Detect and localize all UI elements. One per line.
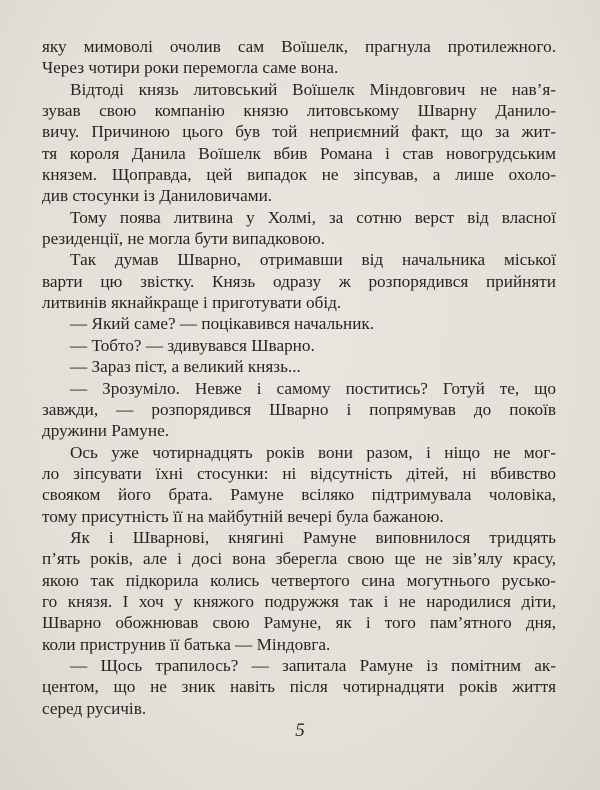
text-line: яку мимоволі очолив сам Воїшелк, прагнула протилежного. <box>42 37 556 56</box>
text-line: зував свою компанію князю литовському Шварну Данило- <box>42 101 556 121</box>
text-line: вичу. Причиною цього був той неприємний факт, що за жит- <box>42 122 556 142</box>
page-number: 5 <box>295 720 305 741</box>
text-line: — Тобто? — здивувався Шварно. <box>70 335 315 355</box>
text-line: князем. Щоправда, цей випадок не зіпсував, а лише охоло- <box>42 165 556 185</box>
text-line: Ось уже чотирнадцять років вони разом, і ніщо не мог- <box>70 442 556 462</box>
text-line: свояком його брата. Рамуне всіляко підтримувала чоловіка, <box>42 485 556 505</box>
text-line: центом, що не зник навіть після чотирнадцяти років життя <box>42 677 556 697</box>
text-line: Як і Шварнові, княгині Рамуне виповнилося тридцять <box>70 527 556 547</box>
text-line: Тому поява литвина у Холмі, за сотню верст від власної <box>70 207 556 227</box>
text-line: — Щось трапилось? — запитала Рамуне із помітним ак- <box>70 655 556 675</box>
text-line: коли приструнив її батька — Міндовга. <box>42 634 331 654</box>
text-line: го князя. І хоч у княжого подружжя так і не народилися діти, <box>42 591 556 611</box>
text-line: резиденції, не могла бути випадковою. <box>42 229 325 249</box>
text-line: п’ять років, але і досі вона зберегла свою ще не зів’ялу красу, <box>42 549 556 569</box>
text-line: Так думав Шварно, отримавши від начальника міської <box>70 250 556 270</box>
text-line: тому присутність її на майбутній вечері була бажаною. <box>42 506 444 526</box>
text-line: завжди, — розпорядився Шварно і попрямував до покоїв <box>42 399 556 419</box>
text-line: Через чотири роки перемогла саме вона. <box>42 58 339 78</box>
text-line: варти цю звістку. Князь одразу ж розпорядився прийняти <box>42 271 556 291</box>
text-line: литвинів якнайкраще і приготувати обід. <box>42 293 342 313</box>
text-line: — Зрозуміло. Невже і самому поститись? Готуй те, що <box>70 378 556 398</box>
text-line: дружини Рамуне. <box>42 421 170 441</box>
text-line: Відтоді князь литовський Воїшелк Міндовгович не нав’я- <box>70 79 556 99</box>
body-text <box>42 36 556 719</box>
text-line: — Зараз піст, а великий князь... <box>70 357 301 377</box>
text-line: якою так підкорила колись четвертого сина могутнього русько- <box>42 570 556 590</box>
text-line: серед русичів. <box>42 698 147 718</box>
text-line: ло зіпсувати їхні стосунки: ні відсутність дітей, ні вбивство <box>42 463 556 483</box>
text-line: тя короля Данила Воїшелк вбив Романа і став новогрудським <box>42 143 556 163</box>
text-line: див стосунки із Даниловичами. <box>42 186 273 206</box>
text-line: Шварно обожнював свою Рамуне, як і того пам’ятного дня, <box>42 613 556 633</box>
text-line: — Який саме? — поцікавився начальник. <box>70 314 375 334</box>
